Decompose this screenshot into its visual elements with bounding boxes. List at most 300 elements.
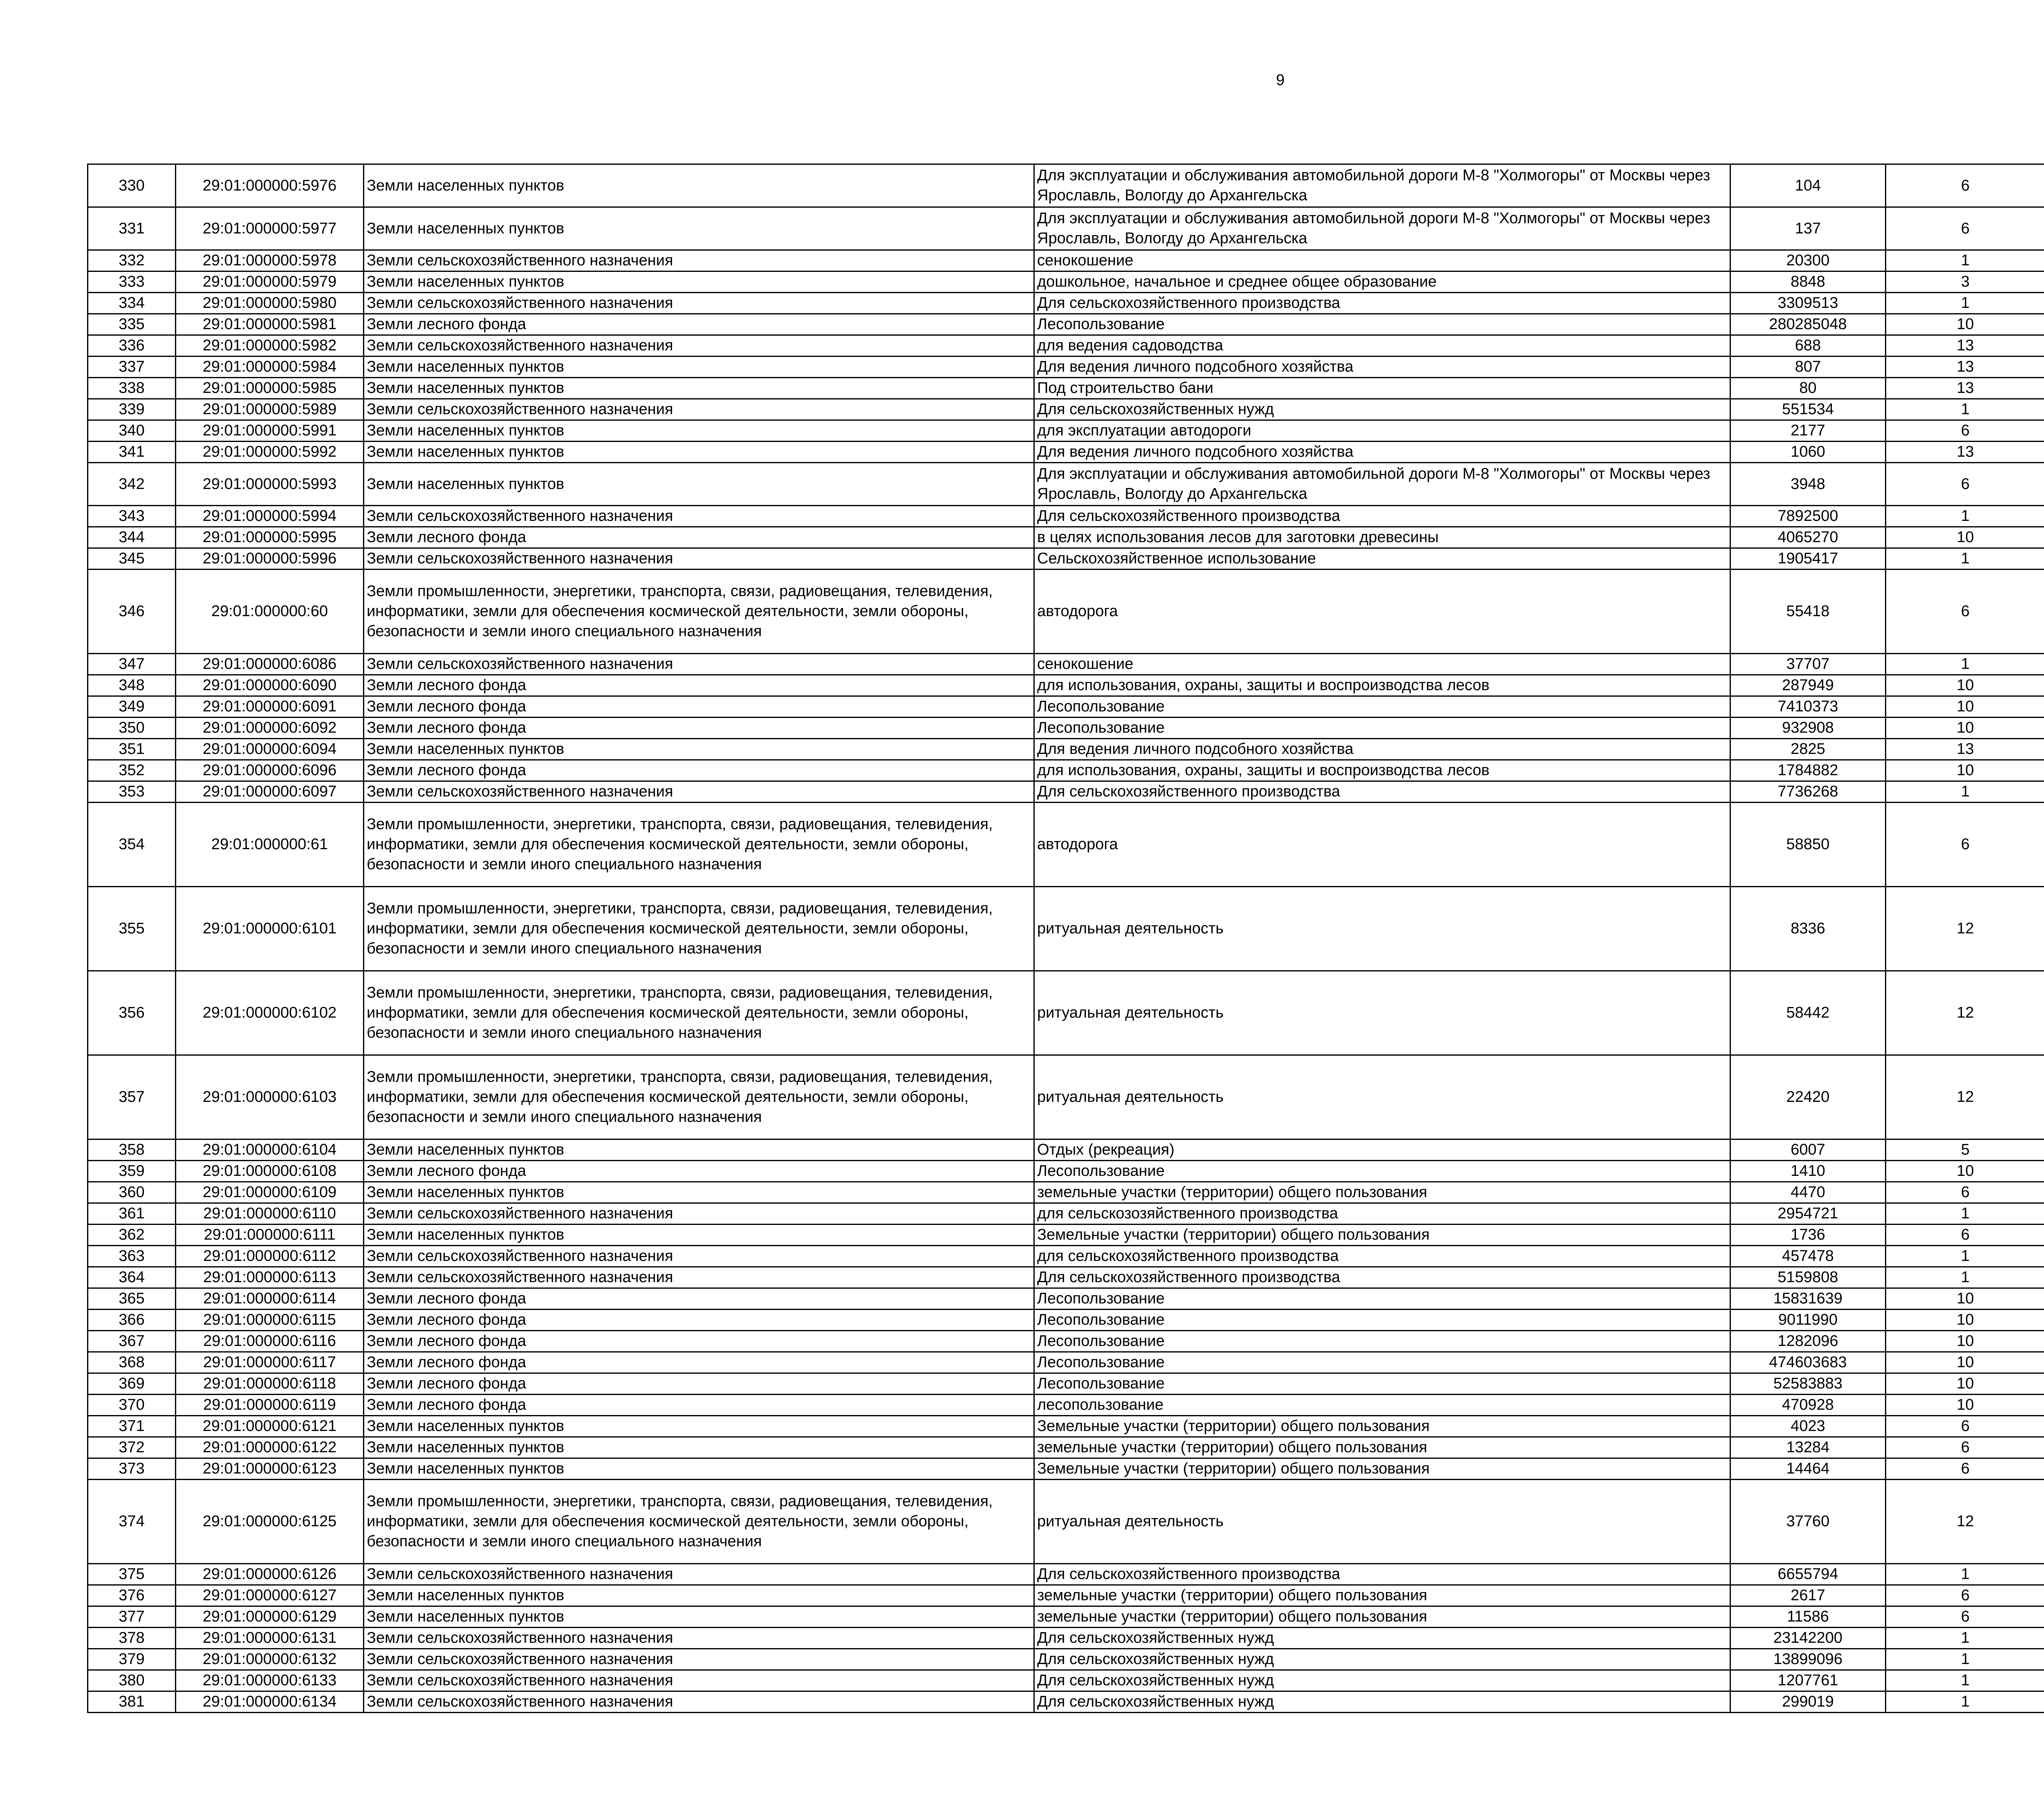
table-row bbox=[88, 1310, 2044, 1331]
category-code-cell: 13 bbox=[1886, 378, 2044, 399]
table-row bbox=[88, 1225, 2044, 1246]
land-category-cell: Земли населенных пунктов bbox=[364, 463, 1034, 506]
category-code-cell: 1 bbox=[1886, 1670, 2044, 1691]
permitted-use-cell: земельные участки (территории) общего пользования bbox=[1034, 1585, 1730, 1606]
area-cell: 457478 bbox=[1730, 1246, 1886, 1267]
area-cell: 7892500 bbox=[1730, 506, 1886, 527]
category-code-cell: 1 bbox=[1886, 1649, 2044, 1670]
land-category-cell: Земли лесного фонда bbox=[364, 675, 1034, 696]
cadastral-number-cell: 29:01:000000:5991 bbox=[176, 420, 364, 442]
area-cell: 8848 bbox=[1730, 271, 1886, 293]
row-number-cell: 350 bbox=[88, 718, 176, 739]
row-number-cell: 336 bbox=[88, 335, 176, 357]
category-code-cell: 1 bbox=[1886, 1564, 2044, 1585]
category-code-cell: 10 bbox=[1886, 675, 2044, 696]
land-category-cell: Земли промышленности, энергетики, транспорта, связи, радиовещания, телевидения, информатики, земли для обеспечения космической деятельности, земли обороны, безопасности и земли иного специального назначения bbox=[364, 570, 1034, 654]
permitted-use-cell: Для ведения личного подсобного хозяйства bbox=[1034, 739, 1730, 760]
permitted-use-cell: Земельные участки (территории) общего пользования bbox=[1034, 1225, 1730, 1246]
permitted-use-cell: ритуальная деятельность bbox=[1034, 1055, 1730, 1139]
row-number-cell: 353 bbox=[88, 781, 176, 803]
land-category-cell: Земли населенных пунктов bbox=[364, 1182, 1034, 1203]
permitted-use-cell: Для сельскохозяйственных нужд bbox=[1034, 399, 1730, 420]
row-number-cell: 341 bbox=[88, 442, 176, 463]
cadastral-number-cell: 29:01:000000:6119 bbox=[176, 1395, 364, 1416]
row-number-cell: 369 bbox=[88, 1373, 176, 1395]
cadastral-number-cell: 29:01:000000:6113 bbox=[176, 1267, 364, 1288]
row-number-cell: 376 bbox=[88, 1585, 176, 1606]
permitted-use-cell: для сельскохозяйственного производства bbox=[1034, 1246, 1730, 1267]
row-number-cell: 346 bbox=[88, 570, 176, 654]
row-number-cell: 352 bbox=[88, 760, 176, 781]
land-category-cell: Земли лесного фонда bbox=[364, 760, 1034, 781]
category-code-cell: 13 bbox=[1886, 357, 2044, 378]
cadastral-number-cell: 29:01:000000:6127 bbox=[176, 1585, 364, 1606]
cadastral-number-cell: 29:01:000000:5981 bbox=[176, 314, 364, 335]
table-row bbox=[88, 1670, 2044, 1691]
permitted-use-cell: Лесопользование bbox=[1034, 1310, 1730, 1331]
table-row bbox=[88, 803, 2044, 887]
area-cell: 58850 bbox=[1730, 803, 1886, 887]
land-category-cell: Земли населенных пунктов bbox=[364, 1585, 1034, 1606]
land-category-cell: Земли лесного фонда bbox=[364, 1310, 1034, 1331]
permitted-use-cell: сенокошение bbox=[1034, 250, 1730, 271]
cadastral-number-cell: 29:01:000000:6134 bbox=[176, 1691, 364, 1713]
permitted-use-cell: Лесопользование bbox=[1034, 1288, 1730, 1310]
row-number-cell: 364 bbox=[88, 1267, 176, 1288]
category-code-cell: 1 bbox=[1886, 399, 2044, 420]
cadastral-number-cell: 29:01:000000:6090 bbox=[176, 675, 364, 696]
row-number-cell: 372 bbox=[88, 1437, 176, 1458]
cadastral-number-cell: 29:01:000000:5977 bbox=[176, 207, 364, 250]
permitted-use-cell: Лесопользование bbox=[1034, 718, 1730, 739]
row-number-cell: 345 bbox=[88, 548, 176, 570]
land-category-cell: Земли населенных пунктов bbox=[364, 420, 1034, 442]
category-code-cell: 10 bbox=[1886, 760, 2044, 781]
category-code-cell: 1 bbox=[1886, 250, 2044, 271]
category-code-cell: 12 bbox=[1886, 1055, 2044, 1139]
land-category-cell: Земли населенных пунктов bbox=[364, 739, 1034, 760]
land-category-cell: Земли промышленности, энергетики, транспорта, связи, радиовещания, телевидения, информатики, земли для обеспечения космической деятельности, земли обороны, безопасности и земли иного специального назначения bbox=[364, 971, 1034, 1055]
category-code-cell: 10 bbox=[1886, 1352, 2044, 1373]
category-code-cell: 6 bbox=[1886, 1606, 2044, 1628]
table-row bbox=[88, 293, 2044, 314]
area-cell: 6007 bbox=[1730, 1139, 1886, 1161]
permitted-use-cell: автодорога bbox=[1034, 570, 1730, 654]
land-category-cell: Земли населенных пунктов bbox=[364, 357, 1034, 378]
area-cell: 37760 bbox=[1730, 1480, 1886, 1564]
table-row bbox=[88, 164, 2044, 207]
row-number-cell: 374 bbox=[88, 1480, 176, 1564]
category-code-cell: 12 bbox=[1886, 887, 2044, 971]
land-category-cell: Земли сельскохозяйственного назначения bbox=[364, 335, 1034, 357]
permitted-use-cell: сенокошение bbox=[1034, 654, 1730, 675]
land-category-cell: Земли населенных пунктов bbox=[364, 207, 1034, 250]
land-category-cell: Земли населенных пунктов bbox=[364, 1416, 1034, 1437]
table-row bbox=[88, 654, 2044, 675]
table-row bbox=[88, 1564, 2044, 1585]
permitted-use-cell: автодорога bbox=[1034, 803, 1730, 887]
land-category-cell: Земли сельскохозяйственного назначения bbox=[364, 1203, 1034, 1225]
row-number-cell: 371 bbox=[88, 1416, 176, 1437]
land-category-cell: Земли населенных пунктов bbox=[364, 1606, 1034, 1628]
table-row bbox=[88, 506, 2044, 527]
area-cell: 1736 bbox=[1730, 1225, 1886, 1246]
permitted-use-cell: Для сельскохозяйственных нужд bbox=[1034, 1670, 1730, 1691]
area-cell: 7410373 bbox=[1730, 696, 1886, 718]
row-number-cell: 333 bbox=[88, 271, 176, 293]
cadastral-number-cell: 29:01:000000:6091 bbox=[176, 696, 364, 718]
cadastral-number-cell: 29:01:000000:6118 bbox=[176, 1373, 364, 1395]
area-cell: 2954721 bbox=[1730, 1203, 1886, 1225]
area-cell: 13284 bbox=[1730, 1437, 1886, 1458]
land-category-cell: Земли сельскохозяйственного назначения bbox=[364, 1628, 1034, 1649]
land-category-cell: Земли сельскохозяйственного назначения bbox=[364, 1564, 1034, 1585]
table-row bbox=[88, 1203, 2044, 1225]
area-cell: 807 bbox=[1730, 357, 1886, 378]
category-code-cell: 12 bbox=[1886, 1480, 2044, 1564]
cadastral-number-cell: 29:01:000000:6101 bbox=[176, 887, 364, 971]
area-cell: 3948 bbox=[1730, 463, 1886, 506]
land-category-cell: Земли лесного фонда bbox=[364, 1395, 1034, 1416]
row-number-cell: 380 bbox=[88, 1670, 176, 1691]
row-number-cell: 367 bbox=[88, 1331, 176, 1352]
land-category-cell: Земли лесного фонда bbox=[364, 314, 1034, 335]
area-cell: 52583883 bbox=[1730, 1373, 1886, 1395]
row-number-cell: 337 bbox=[88, 357, 176, 378]
cadastral-number-cell: 29:01:000000:5980 bbox=[176, 293, 364, 314]
row-number-cell: 351 bbox=[88, 739, 176, 760]
permitted-use-cell: Лесопользование bbox=[1034, 314, 1730, 335]
permitted-use-cell: ритуальная деятельность bbox=[1034, 887, 1730, 971]
table-row bbox=[88, 463, 2044, 506]
table-row bbox=[88, 271, 2044, 293]
cadastral-number-cell: 29:01:000000:6109 bbox=[176, 1182, 364, 1203]
table-row bbox=[88, 1480, 2044, 1564]
permitted-use-cell: Земельные участки (территории) общего пользования bbox=[1034, 1458, 1730, 1480]
permitted-use-cell: Для ведения личного подсобного хозяйства bbox=[1034, 357, 1730, 378]
area-cell: 932908 bbox=[1730, 718, 1886, 739]
permitted-use-cell: дошкольное, начальное и среднее общее образование bbox=[1034, 271, 1730, 293]
category-code-cell: 10 bbox=[1886, 314, 2044, 335]
row-number-cell: 335 bbox=[88, 314, 176, 335]
area-cell: 551534 bbox=[1730, 399, 1886, 420]
row-number-cell: 375 bbox=[88, 1564, 176, 1585]
land-category-cell: Земли промышленности, энергетики, транспорта, связи, радиовещания, телевидения, информатики, земли для обеспечения космической деятельности, земли обороны, безопасности и земли иного специального назначения bbox=[364, 887, 1034, 971]
area-cell: 11586 bbox=[1730, 1606, 1886, 1628]
permitted-use-cell: Отдых (рекреация) bbox=[1034, 1139, 1730, 1161]
category-code-cell: 10 bbox=[1886, 1288, 2044, 1310]
permitted-use-cell: для сельскозозяйственного производства bbox=[1034, 1203, 1730, 1225]
category-code-cell: 13 bbox=[1886, 335, 2044, 357]
area-cell: 1784882 bbox=[1730, 760, 1886, 781]
row-number-cell: 354 bbox=[88, 803, 176, 887]
area-cell: 1410 bbox=[1730, 1161, 1886, 1182]
land-category-cell: Земли лесного фонда bbox=[364, 1331, 1034, 1352]
permitted-use-cell: земельные участки (территории) общего пользования bbox=[1034, 1182, 1730, 1203]
permitted-use-cell: Лесопользование bbox=[1034, 1373, 1730, 1395]
permitted-use-cell: для использования, охраны, защиты и воспроизводства лесов bbox=[1034, 760, 1730, 781]
permitted-use-cell: Для сельскохозяйственных нужд bbox=[1034, 1691, 1730, 1713]
table-row bbox=[88, 1373, 2044, 1395]
land-category-cell: Земли населенных пунктов bbox=[364, 1139, 1034, 1161]
cadastral-number-cell: 29:01:000000:61 bbox=[176, 803, 364, 887]
land-category-cell: Земли сельскохозяйственного назначения bbox=[364, 399, 1034, 420]
land-category-cell: Земли сельскохозяйственного назначения bbox=[364, 654, 1034, 675]
cadastral-number-cell: 29:01:000000:6092 bbox=[176, 718, 364, 739]
category-code-cell: 10 bbox=[1886, 696, 2044, 718]
category-code-cell: 10 bbox=[1886, 1373, 2044, 1395]
category-code-cell: 3 bbox=[1886, 271, 2044, 293]
category-code-cell: 6 bbox=[1886, 420, 2044, 442]
cadastral-number-cell: 29:01:000000:5979 bbox=[176, 271, 364, 293]
land-category-cell: Земли сельскохозяйственного назначения bbox=[364, 1246, 1034, 1267]
table-row bbox=[88, 887, 2044, 971]
row-number-cell: 338 bbox=[88, 378, 176, 399]
permitted-use-cell: земельные участки (территории) общего пользования bbox=[1034, 1606, 1730, 1628]
cadastral-number-cell: 29:01:000000:6104 bbox=[176, 1139, 364, 1161]
table-row bbox=[88, 1161, 2044, 1182]
land-category-cell: Земли сельскохозяйственного назначения bbox=[364, 1267, 1034, 1288]
permitted-use-cell: Земельные участки (территории) общего пользования bbox=[1034, 1416, 1730, 1437]
area-cell: 14464 bbox=[1730, 1458, 1886, 1480]
category-code-cell: 10 bbox=[1886, 1310, 2044, 1331]
table-row bbox=[88, 548, 2044, 570]
table-row bbox=[88, 718, 2044, 739]
cadastral-number-cell: 29:01:000000:6097 bbox=[176, 781, 364, 803]
cadastral-number-cell: 29:01:000000:6121 bbox=[176, 1416, 364, 1437]
category-code-cell: 6 bbox=[1886, 1225, 2044, 1246]
permitted-use-cell: для использования, охраны, защиты и воспроизводства лесов bbox=[1034, 675, 1730, 696]
area-cell: 474603683 bbox=[1730, 1352, 1886, 1373]
cadastral-number-cell: 29:01:000000:5993 bbox=[176, 463, 364, 506]
area-cell: 15831639 bbox=[1730, 1288, 1886, 1310]
row-number-cell: 366 bbox=[88, 1310, 176, 1331]
cadastral-number-cell: 29:01:000000:5989 bbox=[176, 399, 364, 420]
permitted-use-cell: в целях использования лесов для заготовки древесины bbox=[1034, 527, 1730, 548]
land-registry-table bbox=[87, 164, 2044, 1713]
area-cell: 4470 bbox=[1730, 1182, 1886, 1203]
area-cell: 23142200 bbox=[1730, 1628, 1886, 1649]
land-category-cell: Земли населенных пунктов bbox=[364, 164, 1034, 207]
area-cell: 104 bbox=[1730, 164, 1886, 207]
land-category-cell: Земли лесного фонда bbox=[364, 1373, 1034, 1395]
land-category-cell: Земли населенных пунктов bbox=[364, 271, 1034, 293]
row-number-cell: 368 bbox=[88, 1352, 176, 1373]
row-number-cell: 332 bbox=[88, 250, 176, 271]
row-number-cell: 330 bbox=[88, 164, 176, 207]
permitted-use-cell: Для ведения личного подсобного хозяйства bbox=[1034, 442, 1730, 463]
category-code-cell: 6 bbox=[1886, 570, 2044, 654]
row-number-cell: 373 bbox=[88, 1458, 176, 1480]
land-category-cell: Земли лесного фонда bbox=[364, 696, 1034, 718]
area-cell: 9011990 bbox=[1730, 1310, 1886, 1331]
permitted-use-cell: Для сельскохозяйственного производства bbox=[1034, 293, 1730, 314]
land-category-cell: Земли лесного фонда bbox=[364, 718, 1034, 739]
table-row bbox=[88, 314, 2044, 335]
land-category-cell: Земли сельскохозяйственного назначения bbox=[364, 250, 1034, 271]
area-cell: 4065270 bbox=[1730, 527, 1886, 548]
permitted-use-cell: Для сельскохозяйственных нужд bbox=[1034, 1649, 1730, 1670]
area-cell: 7736268 bbox=[1730, 781, 1886, 803]
cadastral-number-cell: 29:01:000000:6112 bbox=[176, 1246, 364, 1267]
cadastral-number-cell: 29:01:000000:6116 bbox=[176, 1331, 364, 1352]
category-code-cell: 1 bbox=[1886, 1691, 2044, 1713]
table-row bbox=[88, 1182, 2044, 1203]
cadastral-number-cell: 29:01:000000:5995 bbox=[176, 527, 364, 548]
cadastral-number-cell: 29:01:000000:5992 bbox=[176, 442, 364, 463]
table-row bbox=[88, 1691, 2044, 1713]
area-cell: 58442 bbox=[1730, 971, 1886, 1055]
permitted-use-cell: Сельскохозяйственное использование bbox=[1034, 548, 1730, 570]
cadastral-number-cell: 29:01:000000:60 bbox=[176, 570, 364, 654]
category-code-cell: 13 bbox=[1886, 739, 2044, 760]
permitted-use-cell: Для сельскохозяйственного производства bbox=[1034, 781, 1730, 803]
area-cell: 55418 bbox=[1730, 570, 1886, 654]
land-category-cell: Земли промышленности, энергетики, транспорта, связи, радиовещания, телевидения, информатики, земли для обеспечения космической деятельности, земли обороны, безопасности и земли иного специального назначения bbox=[364, 1480, 1034, 1564]
row-number-cell: 362 bbox=[88, 1225, 176, 1246]
table-row bbox=[88, 760, 2044, 781]
category-code-cell: 13 bbox=[1886, 442, 2044, 463]
table-row bbox=[88, 420, 2044, 442]
area-cell: 2825 bbox=[1730, 739, 1886, 760]
row-number-cell: 348 bbox=[88, 675, 176, 696]
permitted-use-cell: Для сельскохозяйственного производства bbox=[1034, 1564, 1730, 1585]
row-number-cell: 343 bbox=[88, 506, 176, 527]
row-number-cell: 379 bbox=[88, 1649, 176, 1670]
table-row bbox=[88, 207, 2044, 250]
cadastral-number-cell: 29:01:000000:6096 bbox=[176, 760, 364, 781]
table-row bbox=[88, 527, 2044, 548]
permitted-use-cell: Лесопользование bbox=[1034, 1352, 1730, 1373]
category-code-cell: 10 bbox=[1886, 1395, 2044, 1416]
cadastral-number-cell: 29:01:000000:6132 bbox=[176, 1649, 364, 1670]
row-number-cell: 363 bbox=[88, 1246, 176, 1267]
category-code-cell: 1 bbox=[1886, 781, 2044, 803]
land-category-cell: Земли сельскохозяйственного назначения bbox=[364, 1691, 1034, 1713]
cadastral-number-cell: 29:01:000000:6115 bbox=[176, 1310, 364, 1331]
table-row bbox=[88, 1628, 2044, 1649]
table-row bbox=[88, 1055, 2044, 1139]
permitted-use-cell: для эксплуатации автодороги bbox=[1034, 420, 1730, 442]
area-cell: 22420 bbox=[1730, 1055, 1886, 1139]
cadastral-number-cell: 29:01:000000:6108 bbox=[176, 1161, 364, 1182]
row-number-cell: 347 bbox=[88, 654, 176, 675]
category-code-cell: 6 bbox=[1886, 1416, 2044, 1437]
permitted-use-cell: Под строительство бани bbox=[1034, 378, 1730, 399]
area-cell: 2177 bbox=[1730, 420, 1886, 442]
row-number-cell: 340 bbox=[88, 420, 176, 442]
cadastral-number-cell: 29:01:000000:6123 bbox=[176, 1458, 364, 1480]
cadastral-number-cell: 29:01:000000:5976 bbox=[176, 164, 364, 207]
table-row bbox=[88, 335, 2044, 357]
cadastral-number-cell: 29:01:000000:6094 bbox=[176, 739, 364, 760]
row-number-cell: 334 bbox=[88, 293, 176, 314]
row-number-cell: 357 bbox=[88, 1055, 176, 1139]
table-row bbox=[88, 1267, 2044, 1288]
category-code-cell: 1 bbox=[1886, 1628, 2044, 1649]
permitted-use-cell: Для сельскохозяйственных нужд bbox=[1034, 1628, 1730, 1649]
row-number-cell: 381 bbox=[88, 1691, 176, 1713]
land-category-cell: Земли сельскохозяйственного назначения bbox=[364, 293, 1034, 314]
category-code-cell: 1 bbox=[1886, 1203, 2044, 1225]
cadastral-number-cell: 29:01:000000:5984 bbox=[176, 357, 364, 378]
category-code-cell: 10 bbox=[1886, 1331, 2044, 1352]
area-cell: 137 bbox=[1730, 207, 1886, 250]
table-row bbox=[88, 1606, 2044, 1628]
area-cell: 6655794 bbox=[1730, 1564, 1886, 1585]
row-number-cell: 377 bbox=[88, 1606, 176, 1628]
permitted-use-cell: Лесопользование bbox=[1034, 696, 1730, 718]
table-row bbox=[88, 399, 2044, 420]
category-code-cell: 10 bbox=[1886, 527, 2044, 548]
area-cell: 8336 bbox=[1730, 887, 1886, 971]
land-category-cell: Земли сельскохозяйственного назначения bbox=[364, 548, 1034, 570]
category-code-cell: 6 bbox=[1886, 1437, 2044, 1458]
category-code-cell: 6 bbox=[1886, 803, 2044, 887]
cadastral-number-cell: 29:01:000000:6131 bbox=[176, 1628, 364, 1649]
land-category-cell: Земли сельскохозяйственного назначения bbox=[364, 781, 1034, 803]
registry-body bbox=[88, 164, 2044, 1713]
category-code-cell: 1 bbox=[1886, 548, 2044, 570]
permitted-use-cell: Для сельскохозяйственного производства bbox=[1034, 506, 1730, 527]
area-cell: 3309513 bbox=[1730, 293, 1886, 314]
land-category-cell: Земли промышленности, энергетики, транспорта, связи, радиовещания, телевидения, информатики, земли для обеспечения космической деятельности, земли обороны, безопасности и земли иного специального назначения bbox=[364, 1055, 1034, 1139]
land-category-cell: Земли населенных пунктов bbox=[364, 442, 1034, 463]
category-code-cell: 6 bbox=[1886, 463, 2044, 506]
cadastral-number-cell: 29:01:000000:6110 bbox=[176, 1203, 364, 1225]
area-cell: 37707 bbox=[1730, 654, 1886, 675]
category-code-cell: 12 bbox=[1886, 971, 2044, 1055]
permitted-use-cell: ритуальная деятельность bbox=[1034, 1480, 1730, 1564]
table-row bbox=[88, 1331, 2044, 1352]
category-code-cell: 1 bbox=[1886, 654, 2044, 675]
land-category-cell: Земли лесного фонда bbox=[364, 1288, 1034, 1310]
cadastral-number-cell: 29:01:000000:5996 bbox=[176, 548, 364, 570]
row-number-cell: 365 bbox=[88, 1288, 176, 1310]
land-category-cell: Земли сельскохозяйственного назначения bbox=[364, 1649, 1034, 1670]
table-row bbox=[88, 781, 2044, 803]
permitted-use-cell: Для эксплуатации и обслуживания автомобильной дороги М-8 "Холмогоры" от Москвы через Ярославль, Вологду до Архангельска bbox=[1034, 207, 1730, 250]
area-cell: 13899096 bbox=[1730, 1649, 1886, 1670]
row-number-cell: 378 bbox=[88, 1628, 176, 1649]
land-category-cell: Земли лесного фонда bbox=[364, 527, 1034, 548]
category-code-cell: 6 bbox=[1886, 207, 2044, 250]
area-cell: 280285048 bbox=[1730, 314, 1886, 335]
row-number-cell: 342 bbox=[88, 463, 176, 506]
table-row bbox=[88, 570, 2044, 654]
cadastral-number-cell: 29:01:000000:5985 bbox=[176, 378, 364, 399]
permitted-use-cell: Для эксплуатации и обслуживания автомобильной дороги М-8 "Холмогоры" от Москвы через Ярославль, Вологду до Архангельска bbox=[1034, 164, 1730, 207]
category-code-cell: 1 bbox=[1886, 506, 2044, 527]
category-code-cell: 1 bbox=[1886, 1267, 2044, 1288]
row-number-cell: 359 bbox=[88, 1161, 176, 1182]
permitted-use-cell: земельные участки (территории) общего пользования bbox=[1034, 1437, 1730, 1458]
land-category-cell: Земли лесного фонда bbox=[364, 1161, 1034, 1182]
cadastral-number-cell: 29:01:000000:6117 bbox=[176, 1352, 364, 1373]
table-row bbox=[88, 1139, 2044, 1161]
table-row bbox=[88, 1395, 2044, 1416]
table-row bbox=[88, 696, 2044, 718]
row-number-cell: 339 bbox=[88, 399, 176, 420]
land-category-cell: Земли сельскохозяйственного назначения bbox=[364, 506, 1034, 527]
table-row bbox=[88, 1437, 2044, 1458]
permitted-use-cell: для ведения садоводства bbox=[1034, 335, 1730, 357]
table-row bbox=[88, 1416, 2044, 1437]
cadastral-number-cell: 29:01:000000:6086 bbox=[176, 654, 364, 675]
table-row bbox=[88, 442, 2044, 463]
cadastral-number-cell: 29:01:000000:6125 bbox=[176, 1480, 364, 1564]
row-number-cell: 358 bbox=[88, 1139, 176, 1161]
